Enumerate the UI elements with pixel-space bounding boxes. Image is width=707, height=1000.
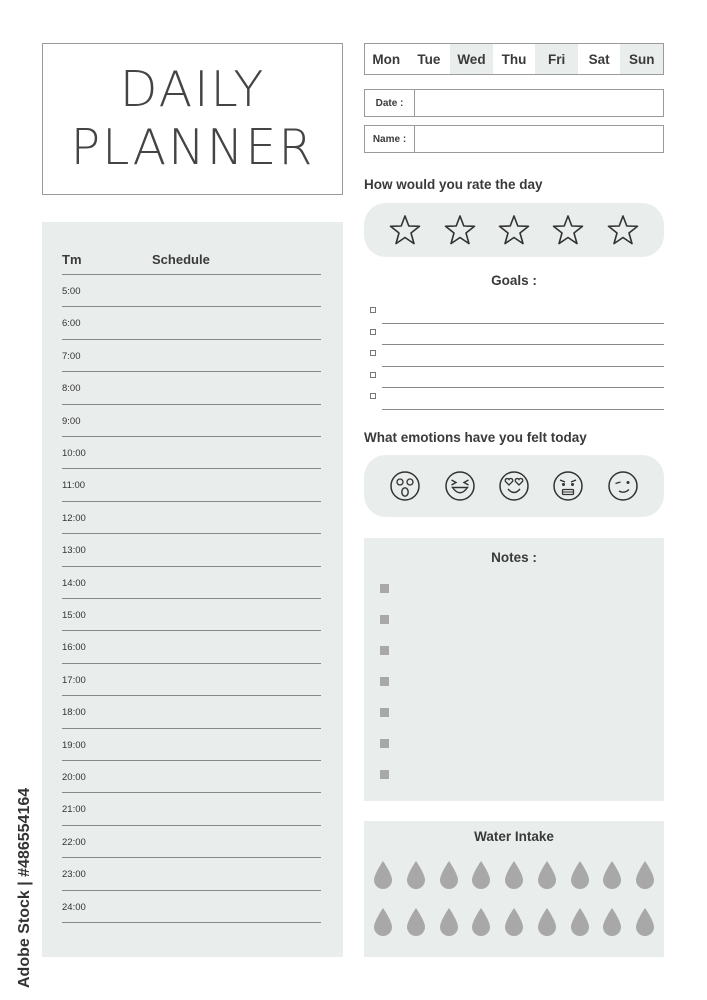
- water-drop-icon[interactable]: [438, 860, 460, 890]
- checkbox-icon[interactable]: [370, 307, 376, 313]
- checkbox-icon[interactable]: [370, 350, 376, 356]
- schedule-row[interactable]: 11:00: [62, 469, 321, 501]
- goal-line: [382, 409, 664, 410]
- winking-face-icon[interactable]: [607, 470, 639, 502]
- goal-row[interactable]: [370, 324, 664, 346]
- emotions-heading: What emotions have you felt today: [364, 430, 587, 445]
- name-label: Name :: [365, 126, 415, 152]
- star-rating: [364, 203, 664, 257]
- surprised-face-icon[interactable]: [389, 470, 421, 502]
- water-drop-icon[interactable]: [536, 907, 558, 937]
- schedule-row[interactable]: 17:00: [62, 664, 321, 696]
- goal-row[interactable]: [370, 302, 664, 324]
- emotion-picker: [364, 455, 664, 517]
- stock-watermark: [8, 755, 36, 990]
- schedule-row[interactable]: 18:00: [62, 696, 321, 728]
- day-mon[interactable]: Mon: [372, 51, 401, 67]
- goal-row[interactable]: [370, 388, 664, 410]
- schedule-row[interactable]: 6:00: [62, 307, 321, 339]
- water-drop-icon[interactable]: [601, 860, 623, 890]
- date-field: [364, 89, 664, 117]
- schedule-row[interactable]: 22:00: [62, 826, 321, 858]
- water-drop-icon[interactable]: [438, 907, 460, 937]
- water-heading: Water Intake: [474, 829, 554, 844]
- water-drop-icon[interactable]: [372, 860, 394, 890]
- title-line-1: DAILY: [119, 61, 266, 118]
- star-outline-icon[interactable]: [498, 214, 530, 246]
- checkbox-icon[interactable]: [370, 329, 376, 335]
- schedule-row[interactable]: 14:00: [62, 567, 321, 599]
- schedule-row[interactable]: 16:00: [62, 631, 321, 663]
- schedule-row[interactable]: 13:00: [62, 534, 321, 566]
- anxious-face-icon[interactable]: [552, 470, 584, 502]
- star-outline-icon[interactable]: [444, 214, 476, 246]
- schedule-row[interactable]: 8:00: [62, 372, 321, 404]
- water-drop-icon[interactable]: [405, 860, 427, 890]
- day-sat[interactable]: Sat: [588, 51, 610, 67]
- watermark-text: Adobe Stock | #486554164: [16, 787, 33, 988]
- water-intake-panel: [364, 821, 664, 957]
- note-bullet-icon[interactable]: [380, 708, 389, 717]
- schedule-column-header: Schedule: [152, 252, 210, 267]
- note-bullet-icon[interactable]: [380, 739, 389, 748]
- day-tue[interactable]: Tue: [417, 51, 441, 67]
- day-sun[interactable]: Sun: [620, 44, 663, 74]
- water-drop-icon[interactable]: [601, 907, 623, 937]
- date-label: Date :: [365, 90, 415, 116]
- schedule-row[interactable]: 7:00: [62, 340, 321, 372]
- goals-heading: Goals :: [491, 273, 537, 288]
- schedule-row[interactable]: 19:00: [62, 729, 321, 761]
- schedule-row[interactable]: 23:00: [62, 858, 321, 890]
- note-bullet-icon[interactable]: [380, 584, 389, 593]
- schedule-row[interactable]: 21:00: [62, 793, 321, 825]
- checkbox-icon[interactable]: [370, 393, 376, 399]
- water-drop-icon[interactable]: [634, 860, 656, 890]
- note-bullet-icon[interactable]: [380, 677, 389, 686]
- star-outline-icon[interactable]: [607, 214, 639, 246]
- schedule-row[interactable]: 24:00: [62, 891, 321, 923]
- rating-heading: How would you rate the day: [364, 177, 543, 192]
- goal-row[interactable]: [370, 345, 664, 367]
- title-line-2: PLANNER: [70, 119, 315, 176]
- name-field: [364, 125, 664, 153]
- day-fri[interactable]: Fri: [535, 44, 578, 74]
- water-drop-icon[interactable]: [503, 860, 525, 890]
- goal-row[interactable]: [370, 367, 664, 389]
- star-outline-icon[interactable]: [389, 214, 421, 246]
- note-bullet-icon[interactable]: [380, 615, 389, 624]
- water-drop-icon[interactable]: [634, 907, 656, 937]
- schedule-row[interactable]: 12:00: [62, 502, 321, 534]
- day-wed[interactable]: Wed: [450, 44, 493, 74]
- heart-eyes-face-icon[interactable]: [498, 470, 530, 502]
- water-drop-icon[interactable]: [372, 907, 394, 937]
- water-drop-icon[interactable]: [569, 907, 591, 937]
- schedule-row[interactable]: 9:00: [62, 405, 321, 437]
- schedule-header: [62, 252, 321, 275]
- schedule-row[interactable]: 15:00: [62, 599, 321, 631]
- water-drops-row: [372, 860, 656, 890]
- water-drop-icon[interactable]: [470, 860, 492, 890]
- laughing-face-icon[interactable]: [444, 470, 476, 502]
- time-column-header: Tm: [62, 252, 82, 267]
- name-input[interactable]: [415, 126, 663, 152]
- water-drop-icon[interactable]: [405, 907, 427, 937]
- note-bullet-icon[interactable]: [380, 646, 389, 655]
- note-bullet-icon[interactable]: [380, 770, 389, 779]
- schedule-row[interactable]: 10:00: [62, 437, 321, 469]
- notes-panel: [364, 538, 664, 801]
- checkbox-icon[interactable]: [370, 372, 376, 378]
- schedule-row[interactable]: 20:00: [62, 761, 321, 793]
- day-thu[interactable]: Thu: [501, 51, 527, 67]
- notes-heading: Notes :: [491, 550, 537, 565]
- water-drop-icon[interactable]: [470, 907, 492, 937]
- schedule-panel: [42, 222, 343, 957]
- star-outline-icon[interactable]: [552, 214, 584, 246]
- water-drop-icon[interactable]: [536, 860, 558, 890]
- schedule-row[interactable]: 5:00: [62, 275, 321, 307]
- water-drop-icon[interactable]: [569, 860, 591, 890]
- water-drops-row: [372, 907, 656, 937]
- weekday-selector: [364, 43, 664, 75]
- water-drop-icon[interactable]: [503, 907, 525, 937]
- date-input[interactable]: [415, 90, 663, 116]
- planner-title-box: [42, 43, 343, 195]
